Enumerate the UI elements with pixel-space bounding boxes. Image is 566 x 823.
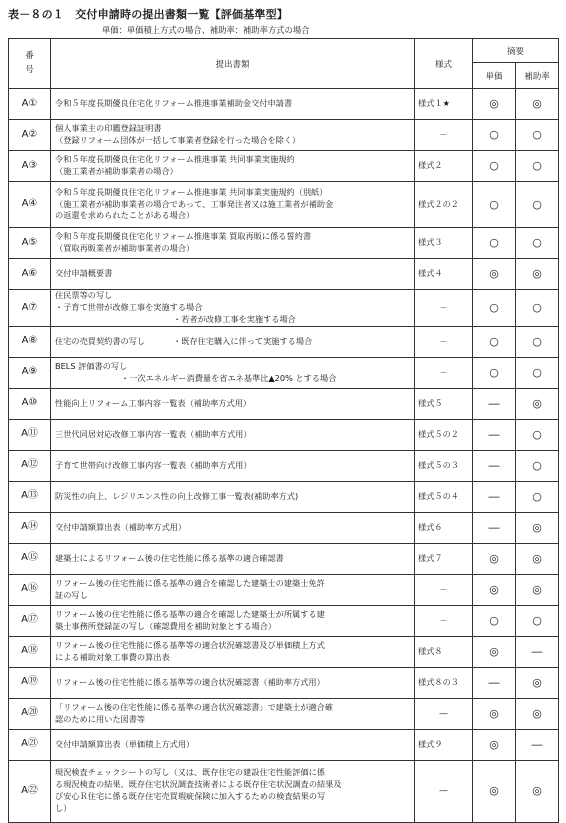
subsidy-rate-mark: ○ <box>516 182 559 228</box>
row-number: A① <box>9 89 51 120</box>
document-line: し） <box>55 803 72 814</box>
document-line: リフォーム後の住宅性能に係る基準等の適合状況確認書及び単価積上方式 <box>55 639 325 650</box>
subsidy-rate-mark: ◎ <box>516 698 559 729</box>
subsidy-rate-mark: ― <box>516 729 559 760</box>
row-number: A⑤ <box>9 228 51 259</box>
subsidy-rate-mark: ○ <box>516 151 559 182</box>
header-unit-price: 単価 <box>473 63 516 89</box>
header-documents: 提出書類 <box>51 39 415 89</box>
document-line: （施工業者が補助事業者の場合であって、工事発注者又は施工業者が補助金 <box>55 198 334 209</box>
document-line: る現況検査の結果、既存住宅状況調査技術者による既存住宅状況調査の結果及 <box>55 779 342 790</box>
unit-price-mark: ◎ <box>473 729 516 760</box>
subsidy-rate-mark: ◎ <box>516 574 559 605</box>
unit-price-mark: ○ <box>473 120 516 151</box>
header-number <box>9 39 51 89</box>
table-row <box>9 760 559 822</box>
table-row <box>9 120 559 151</box>
form-number: 様式５の３ <box>415 450 473 481</box>
table-body <box>9 89 559 823</box>
subsidy-rate-mark: ○ <box>516 605 559 636</box>
document-line: 住民票等の写し <box>55 290 113 300</box>
document-name <box>51 89 415 120</box>
row-number: A⑱ <box>9 636 51 667</box>
document-line: ・既存住宅購入に伴って実施する場合 <box>173 335 313 346</box>
document-line: 認のために用いた図書等 <box>55 713 146 724</box>
document-name <box>51 290 415 327</box>
document-name <box>51 120 415 151</box>
unit-price-mark: ― <box>473 667 516 698</box>
document-name <box>51 605 415 636</box>
subsidy-rate-mark: ◎ <box>516 760 559 822</box>
form-number: 様式４ <box>415 259 473 290</box>
unit-price-mark: ◎ <box>473 259 516 290</box>
subsidy-rate-mark: ○ <box>516 357 559 388</box>
form-number: － <box>415 326 473 357</box>
unit-price-mark: ○ <box>473 151 516 182</box>
table-row <box>9 698 559 729</box>
subsidy-rate-mark: ○ <box>516 481 559 512</box>
subsidy-rate-mark: ○ <box>516 326 559 357</box>
table-row <box>9 419 559 450</box>
row-number: A⑪ <box>9 419 51 450</box>
header-form: 様式 <box>415 39 473 89</box>
document-line: リフォーム後の住宅性能に係る基準の適合を確認した建築士が所属する建 <box>55 608 325 619</box>
document-line: 証の写し <box>55 589 88 600</box>
document-name <box>51 729 415 760</box>
table-row <box>9 182 559 228</box>
document-name <box>51 512 415 543</box>
documents-table <box>8 38 559 823</box>
document-line: 建築士によるリフォーム後の住宅性能に係る基準の適合確認書 <box>55 552 284 563</box>
document-name <box>51 698 415 729</box>
table-row <box>9 259 559 290</box>
row-number: A⑯ <box>9 574 51 605</box>
table-row <box>9 450 559 481</box>
subsidy-rate-mark: ◎ <box>516 512 559 543</box>
document-line: ・一次エネルギー消費量を省エネ基準比▲20% とする場合 <box>121 372 337 383</box>
unit-price-mark: ◎ <box>473 760 516 822</box>
form-number: 様式２ <box>415 151 473 182</box>
row-number: A⑥ <box>9 259 51 290</box>
table-row <box>9 605 559 636</box>
form-number: － <box>415 574 473 605</box>
form-number: 様式９ <box>415 729 473 760</box>
unit-price-mark: ◎ <box>473 89 516 120</box>
document-name <box>51 182 415 228</box>
unit-price-mark: ― <box>473 419 516 450</box>
row-number: A② <box>9 120 51 151</box>
document-name <box>51 357 415 388</box>
document-name <box>51 450 415 481</box>
row-number: A㉑ <box>9 729 51 760</box>
document-name <box>51 388 415 419</box>
document-name <box>51 760 415 822</box>
document-line: 現況検査チェックシートの写し（又は、既存住宅の建設住宅性能評価に係 <box>55 767 325 778</box>
document-line: 三世代同居対応改修工事内容一覧表（補助率方式用） <box>55 428 252 439</box>
form-number: ― <box>415 698 473 729</box>
row-number: A③ <box>9 151 51 182</box>
document-name <box>51 636 415 667</box>
document-name <box>51 419 415 450</box>
row-number: A⑬ <box>9 481 51 512</box>
document-name <box>51 326 415 357</box>
unit-price-mark: ◎ <box>473 574 516 605</box>
form-number: － <box>415 357 473 388</box>
document-line: び安心Ｒ住宅に係る既存住宅売買瑕疵保険に加入するための検査結果の写 <box>55 791 326 802</box>
document-line: 交付申請概要書 <box>55 268 113 279</box>
document-line: の返還を求められたことがある場合） <box>55 210 195 221</box>
unit-price-mark: ○ <box>473 228 516 259</box>
form-number: － <box>415 605 473 636</box>
document-name <box>51 543 415 574</box>
subsidy-rate-mark: ◎ <box>516 89 559 120</box>
unit-price-mark: ― <box>473 512 516 543</box>
header-summary: 摘要 <box>473 39 559 63</box>
table-row <box>9 667 559 698</box>
unit-price-mark: ○ <box>473 290 516 327</box>
row-number: A⑲ <box>9 667 51 698</box>
subsidy-rate-mark: ◎ <box>516 388 559 419</box>
document-line: 築士事務所登録証の写し（確認費用を補助対象とする場合） <box>55 620 277 631</box>
subsidy-rate-mark: ◎ <box>516 667 559 698</box>
table-row <box>9 388 559 419</box>
document-line: ・子育て世帯が改修工事を実施する場合 <box>55 301 203 312</box>
document-line: （登録リフォーム団体が一括して事業者登録を行った場合を除く） <box>55 135 301 145</box>
row-number: A⑮ <box>9 543 51 574</box>
subsidy-rate-mark: ◎ <box>516 259 559 290</box>
document-line: 性能向上リフォーム工事内容一覧表（補助率方式用） <box>55 397 252 408</box>
table-row <box>9 636 559 667</box>
row-number: A④ <box>9 182 51 228</box>
subsidy-rate-mark: ○ <box>516 419 559 450</box>
document-line: 防災性の向上、レジリエンス性の向上改修工事一覧表(補助率方式) <box>55 490 299 501</box>
form-number: 様式５の２ <box>415 419 473 450</box>
page-title: 表－８の１ 交付申請時の提出書類一覧【評価基準型】 <box>8 8 288 21</box>
document-line: 個人事業主の印鑑登録証明書 <box>55 123 162 134</box>
document-name <box>51 259 415 290</box>
form-number: ― <box>415 760 473 822</box>
document-line: （買取再販業者が補助事業者の場合） <box>55 243 195 253</box>
header-number-top: 番 <box>25 50 34 61</box>
row-number: A⑨ <box>9 357 51 388</box>
document-line: 令和５年度長期優良住宅化リフォーム推進事業補助金交付申請書 <box>55 98 293 109</box>
unit-price-mark: ○ <box>473 182 516 228</box>
subsidy-rate-mark: ― <box>516 636 559 667</box>
form-number: 様式５の４ <box>415 481 473 512</box>
document-name <box>51 228 415 259</box>
document-line: 令和５年度長期優良住宅化リフォーム推進事業 共同事業実施規約 <box>55 154 295 165</box>
form-number: 様式２の２ <box>415 182 473 228</box>
row-number: A⑧ <box>9 326 51 357</box>
table-row <box>9 89 559 120</box>
document-line: による補助対象工事費の算出表 <box>55 651 170 662</box>
table-row <box>9 481 559 512</box>
row-number: A⑳ <box>9 698 51 729</box>
document-name <box>51 667 415 698</box>
page-subtitle: 単価：単価積上方式の場合、補助率：補助率方式の場合 <box>102 25 310 35</box>
form-number: 様式６ <box>415 512 473 543</box>
unit-price-mark: ― <box>473 481 516 512</box>
document-line: 住宅の売買契約書の写し <box>55 335 146 346</box>
form-number: 様式８ <box>415 636 473 667</box>
subsidy-rate-mark: ○ <box>516 228 559 259</box>
document-line: リフォーム後の住宅性能に係る基準等の適合状況確認書（補助率方式用） <box>55 676 325 687</box>
row-number: A⑰ <box>9 605 51 636</box>
form-number: 様式７ <box>415 543 473 574</box>
unit-price-mark: ○ <box>473 357 516 388</box>
document-line: 令和５年度長期優良住宅化リフォーム推進事業 共同事業実施規約（別紙） <box>55 186 328 197</box>
form-number: 様式３ <box>415 228 473 259</box>
subsidy-rate-mark: ○ <box>516 290 559 327</box>
table-row <box>9 574 559 605</box>
unit-price-mark: ○ <box>473 605 516 636</box>
form-number: － <box>415 290 473 327</box>
document-line: 子育て世帯向け改修工事内容一覧表（補助率方式用） <box>55 459 252 470</box>
document-line: 交付申請額算出表（単価積上方式用） <box>55 738 195 749</box>
document-line: 「リフォーム後の住宅性能に係る基準の適合状況確認書」で建築士が適合確 <box>55 701 333 712</box>
table-row <box>9 151 559 182</box>
table-row <box>9 357 559 388</box>
unit-price-mark: ○ <box>473 326 516 357</box>
document-line: （施工業者が補助事業者の場合） <box>55 166 178 176</box>
table-row <box>9 543 559 574</box>
table-row <box>9 290 559 327</box>
form-number: 様式５ <box>415 388 473 419</box>
document-line: BELS 評価書の写し <box>55 360 128 371</box>
form-number: 様式１★ <box>415 89 473 120</box>
unit-price-mark: ◎ <box>473 698 516 729</box>
row-number: A⑫ <box>9 450 51 481</box>
unit-price-mark: ― <box>473 388 516 419</box>
subsidy-rate-mark: ○ <box>516 120 559 151</box>
document-line: 交付申請額算出表（補助率方式用） <box>55 521 187 532</box>
unit-price-mark: ― <box>473 450 516 481</box>
subsidy-rate-mark: ○ <box>516 450 559 481</box>
table-row <box>9 729 559 760</box>
row-number: A⑩ <box>9 388 51 419</box>
document-line: リフォーム後の住宅性能に係る基準の適合を確認した建築士の建築士免許 <box>55 577 325 588</box>
document-name <box>51 151 415 182</box>
table-row <box>9 326 559 357</box>
table-row <box>9 512 559 543</box>
document-name <box>51 574 415 605</box>
row-number: A⑭ <box>9 512 51 543</box>
document-line: ・若者が改修工事を実施する場合 <box>173 313 296 324</box>
form-number: 様式８の３ <box>415 667 473 698</box>
row-number: A⑦ <box>9 290 51 327</box>
unit-price-mark: ◎ <box>473 543 516 574</box>
document-line: 令和５年度長期優良住宅化リフォーム推進事業 買取再販に係る誓約書 <box>55 231 312 242</box>
table-row <box>9 228 559 259</box>
header-number-bottom: 号 <box>25 64 34 75</box>
unit-price-mark: ◎ <box>473 636 516 667</box>
row-number: A㉒ <box>9 760 51 822</box>
form-number: － <box>415 120 473 151</box>
document-name <box>51 481 415 512</box>
subsidy-rate-mark: ◎ <box>516 543 559 574</box>
header-subsidy-rate: 補助率 <box>516 63 559 89</box>
